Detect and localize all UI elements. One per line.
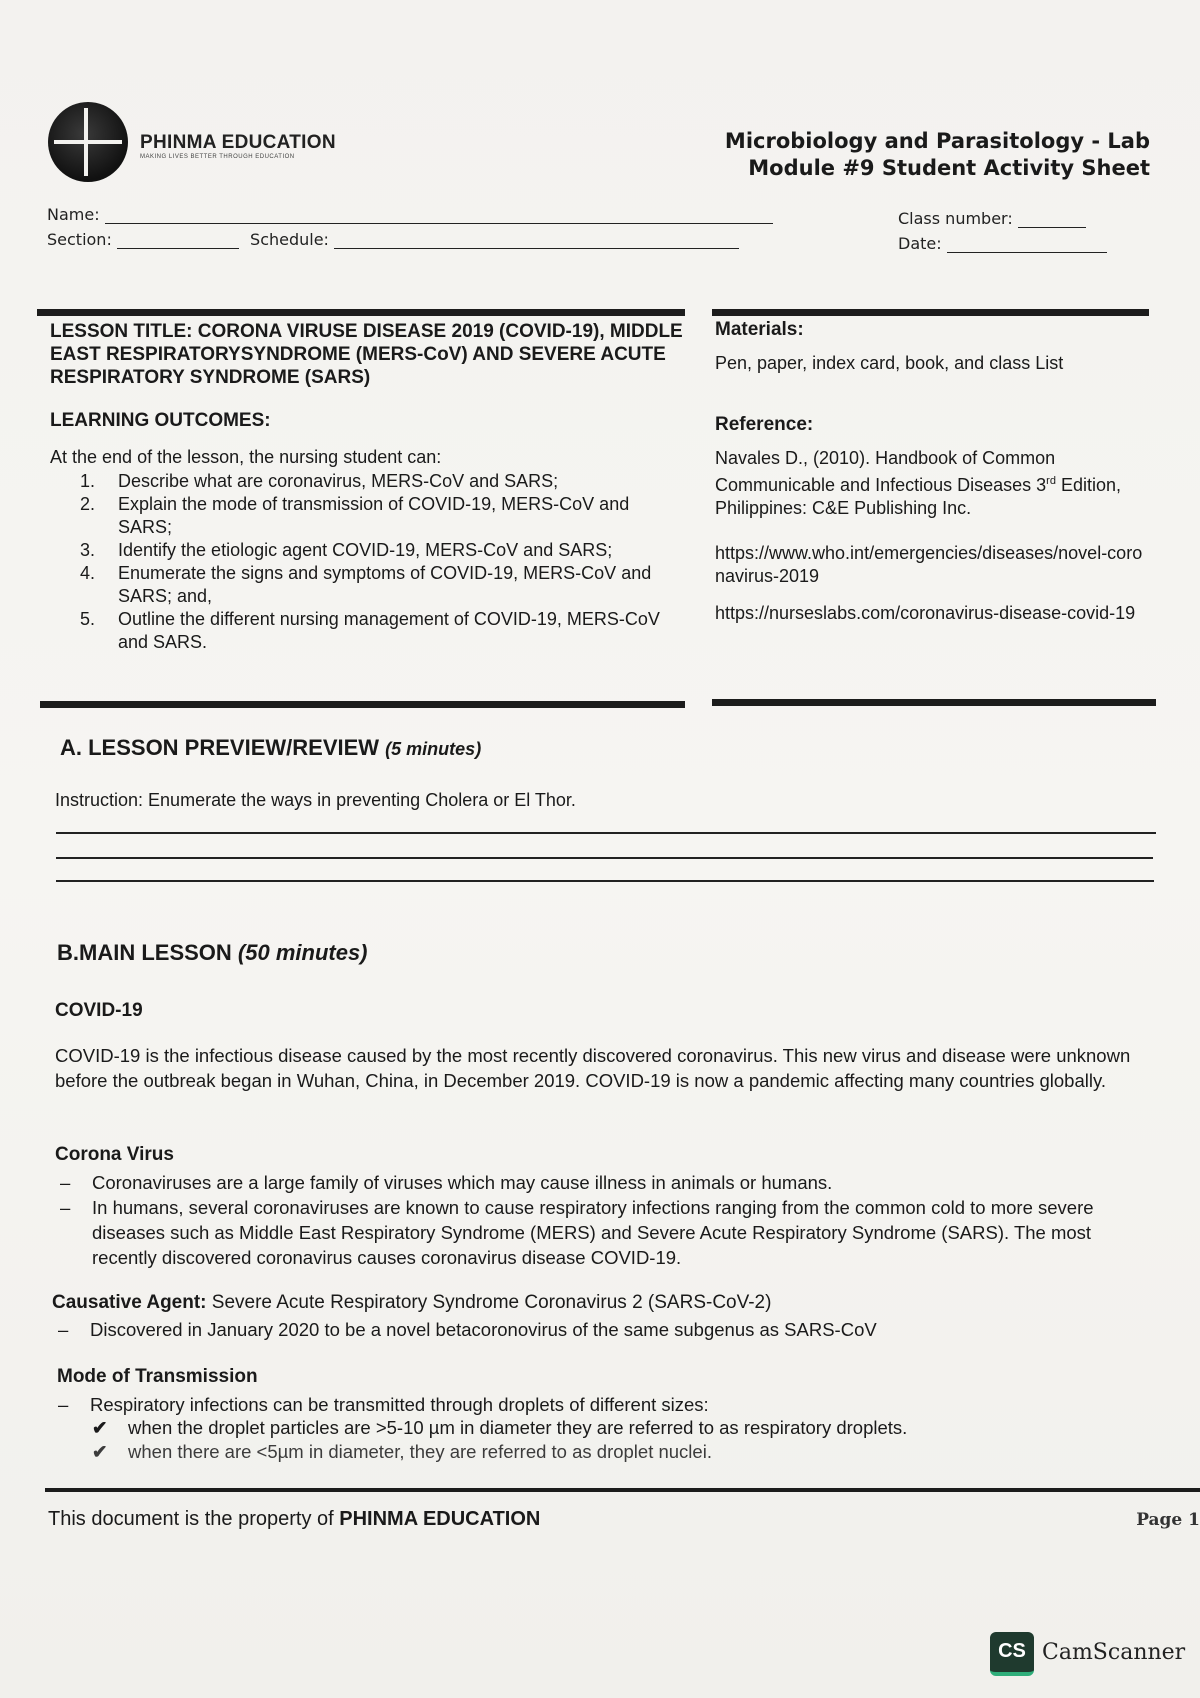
corona-virus-list xyxy=(57,1170,1147,1270)
answer-line-1 xyxy=(56,832,1156,834)
section-a-instruction: Instruction: Enumerate the ways in preventing Cholera or El Thor. xyxy=(55,790,576,810)
rule-bottom-right xyxy=(712,699,1156,706)
schedule-label: Schedule: xyxy=(250,230,329,249)
schedule-blank xyxy=(334,234,739,249)
section-field xyxy=(47,230,739,249)
logo-name: PHINMA EDUCATION xyxy=(140,132,336,153)
reference-heading: Reference: xyxy=(715,414,814,435)
page-number: Page 1 xyxy=(1136,1510,1200,1530)
list-item: – Discovered in January 2020 to be a novel betacoronovirus of the same subgenus as SARS-CoV xyxy=(55,1317,1145,1342)
camscanner-logo-icon: CS xyxy=(990,1632,1034,1676)
section-label: Section: xyxy=(47,230,112,249)
class-number-blank xyxy=(1018,213,1086,228)
list-item: 2. Explain the mode of transmission of COVID-19, MERS-CoV and SARS; xyxy=(80,494,630,537)
answer-line-3 xyxy=(56,880,1154,882)
document-title-line1: Microbiology and Parasitology - Lab xyxy=(724,129,1150,153)
globe-logo-icon xyxy=(48,102,128,182)
document-title-line2: Module #9 Student Activity Sheet xyxy=(748,156,1150,180)
list-item: ✔ when the droplet particles are >5-10 µm in diameter they are referred to as respiratory droplets. xyxy=(92,1417,908,1438)
covid-paragraph: COVID-19 is the infectious disease caused by the most recently discovered coronavirus. This new virus and disease were unknown before the outbreak began in Wuhan, China, in December 2019. COVID-19 is now a pandemic affecting many countries globally. xyxy=(55,1045,1131,1091)
list-item: 3. Identify the etiologic agent COVID-19, MERS-CoV and SARS; xyxy=(80,540,613,560)
causative-agent-list xyxy=(55,1317,1145,1342)
mode-of-transmission-heading: Mode of Transmission xyxy=(57,1366,258,1387)
causative-agent xyxy=(52,1292,771,1314)
list-item: – In humans, several coronaviruses are known to cause respiratory infections ranging from the common cold to more severe diseases such as Middle East Respiratory Syndrome (MERS) and Severe Acute Respiratory Syndrome (SARS). The most recently discovered coronavirus causes coronavirus disease COVID-19. xyxy=(57,1195,1147,1270)
section-blank xyxy=(117,234,239,249)
materials-reference-column xyxy=(715,318,1145,625)
reference-url-nurseslabs[interactable]: https://nurseslabs.com/coronavirus-disease-covid-19 xyxy=(715,603,1136,623)
lesson-title: LESSON TITLE: CORONA VIRUSE DISEASE 2019 (COVID-19), MIDDLE EAST RESPIRATORYSYNDROME (MERS-CoV) AND SEVERE ACUTE RESPIRATORY SYNDROME (SARS) xyxy=(50,321,683,388)
document-title xyxy=(725,128,1150,182)
list-item: 5. Outline the different nursing management of COVID-19, MERS-CoV and SARS. xyxy=(80,609,660,652)
transmission-list xyxy=(55,1392,1145,1417)
footer-rule xyxy=(45,1488,1200,1492)
list-item: ✔ when there are <5µm in diameter, they are referred to as droplet nuclei. xyxy=(92,1441,712,1462)
list-item: – Coronaviruses are a large family of viruses which may cause illness in animals or humans. xyxy=(57,1170,1147,1195)
footer-text: This document is the property of PHINMA EDUCATION xyxy=(48,1508,541,1530)
learning-outcomes-intro: At the end of the lesson, the nursing student can: xyxy=(50,447,442,467)
rule-bottom-left xyxy=(40,701,685,708)
logo-tagline: MAKING LIVES BETTER THROUGH EDUCATION xyxy=(140,154,295,160)
transmission-checklist xyxy=(92,1416,1142,1464)
checkmark-icon: ✔ xyxy=(92,1441,108,1462)
date-blank xyxy=(947,238,1107,253)
covid-heading: COVID-19 xyxy=(55,1000,143,1021)
checkmark-icon: ✔ xyxy=(92,1417,108,1438)
learning-outcomes-heading: LEARNING OUTCOMES: xyxy=(50,410,271,431)
causative-agent-label: Causative Agent: xyxy=(52,1292,207,1313)
list-item: 4. Enumerate the signs and symptoms of COVID-19, MERS-CoV and SARS; and, xyxy=(80,563,652,606)
corona-virus-heading: Corona Virus xyxy=(55,1144,174,1165)
section-a-heading: A. LESSON PREVIEW/REVIEW (5 minutes) xyxy=(60,735,482,760)
phinma-logo xyxy=(48,102,368,182)
reference-book: Navales D., (2010). Handbook of Common Communicable and Infectious Diseases 3rd Edition, Philippines: C&E Publishing Inc. xyxy=(715,448,1121,518)
section-b-heading: B.MAIN LESSON (50 minutes) xyxy=(57,940,368,965)
camscanner-name: CamScanner xyxy=(1042,1640,1186,1665)
materials-text: Pen, paper, index card, book, and class List xyxy=(715,353,1064,373)
rule-top-left xyxy=(37,309,685,316)
class-number-field xyxy=(898,209,1086,228)
name-field xyxy=(47,205,773,224)
name-blank xyxy=(105,209,773,224)
answer-line-2 xyxy=(56,857,1153,859)
list-item: – Respiratory infections can be transmitted through droplets of different sizes: xyxy=(55,1392,1145,1417)
causative-agent-value: Severe Acute Respiratory Syndrome Coronavirus 2 (SARS-CoV-2) xyxy=(206,1292,772,1313)
list-item: 1. Describe what are coronavirus, MERS-CoV and SARS; xyxy=(80,471,559,491)
reference-url-who[interactable]: https://www.who.int/emergencies/diseases/novel-coronavirus-2019 xyxy=(715,543,1143,586)
date-label: Date: xyxy=(898,234,942,253)
learning-outcomes-list xyxy=(80,470,680,654)
class-number-label: Class number: xyxy=(898,209,1013,228)
name-label: Name: xyxy=(47,205,100,224)
rule-top-right xyxy=(712,309,1149,316)
materials-heading: Materials: xyxy=(715,319,804,340)
date-field xyxy=(898,234,1107,253)
